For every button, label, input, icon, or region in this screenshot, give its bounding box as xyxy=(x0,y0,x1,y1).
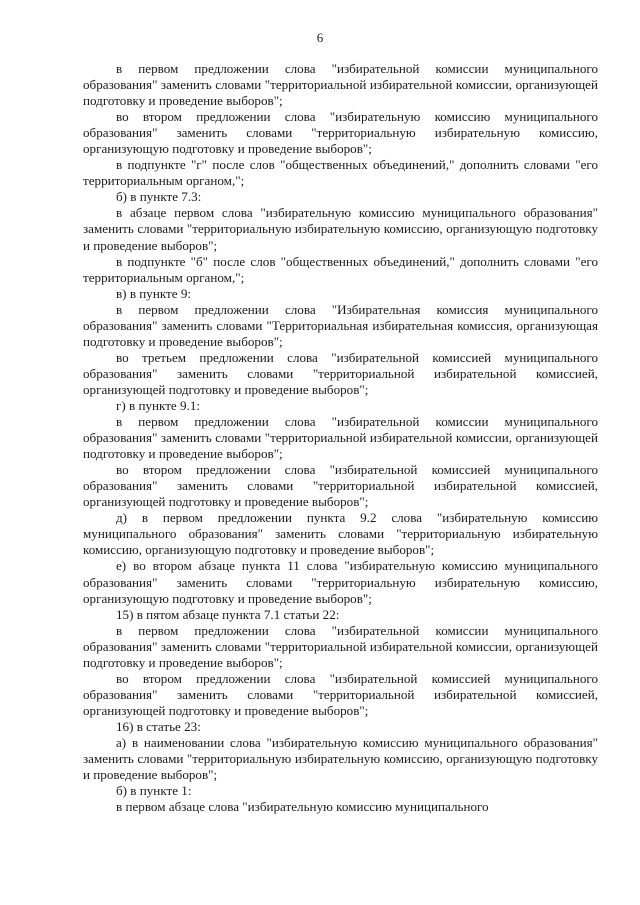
paragraph: в) в пункте 9: xyxy=(116,285,192,301)
paragraph: д) в первом предложении пункта 9.2 слова "избирательную комиссию муниципального образования" заменить словами "территориальную избирательную комиссию, организующую подготовку и проведение выборов"; xyxy=(83,510,598,558)
paragraph: 16) в статье 23: xyxy=(116,718,201,734)
paragraph: г) в пункте 9.1: xyxy=(116,397,201,413)
paragraph: а) в наименовании слова "избирательную комиссию муниципального образования" заменить словами "территориальную избирательную комиссию, организующую подготовку и проведение выборов"; xyxy=(83,734,598,783)
paragraph: в первом предложении слова "избирательной комиссии муниципального образования" заменить словами "территориальной избирательной комиссии, организующей подготовку и проведение выборов"; xyxy=(83,622,598,670)
paragraph: во третьем предложении слова "избирательной комиссией муниципального образования" заменить словами "территориальной избирательной комиссией, организующей подготовку и проведение выборов"; xyxy=(83,349,598,397)
page-number: 6 xyxy=(316,30,324,45)
paragraph: в подпункте "б" после слов "общественных объединений," дополнить словами "его территориальным органом,"; xyxy=(83,253,598,285)
paragraph: в первом предложении слова "избирательной комиссии муниципального образования" заменить словами "территориальной избирательной комиссии, организующей подготовку и проведение выборов"; xyxy=(83,414,598,462)
paragraph: в первом абзаце слова "избирательную комиссию муниципального xyxy=(116,799,489,815)
paragraph: во втором предложении слова "избирательной комиссией муниципального образования" заменить словами "территориальной избирательной комиссией, организующей подготовку и проведение выборов"; xyxy=(83,462,598,510)
paragraph: в первом предложении слова "Избирательная комиссия муниципального образования" заменить словами "Территориальная избирательная комиссия, организующая подготовку и проведение выборов"; xyxy=(83,301,598,349)
paragraph: б) в пункте 7.3: xyxy=(116,189,202,205)
paragraph: в абзаце первом слова "избирательную комиссию муниципального образования" заменить словами "территориальную избирательную комиссию, организующую подготовку и проведение выборов"; xyxy=(83,205,598,253)
paragraph: е) во втором абзаце пункта 11 слова "избирательную комиссию муниципального образования" заменить словами "территориальную избирательную комиссию, организующую подготовку и проведение выборов"; xyxy=(83,558,598,606)
paragraph: во втором предложении слова "избирательной комиссией муниципального образования" заменить словами "территориальной избирательной комиссией, организующей подготовку и проведение выборов"; xyxy=(83,670,598,718)
paragraph: 15) в пятом абзаце пункта 7.1 статьи 22: xyxy=(116,606,340,622)
document-body xyxy=(83,61,598,815)
paragraph: во втором предложении слова "избирательную комиссию муниципального образования" заменить словами "территориальную избирательную комиссию, организующую подготовку и проведение выборов"; xyxy=(83,109,598,157)
paragraph: в первом предложении слова "избирательной комиссии муниципального образования" заменить словами "территориальной избирательной комиссии, организующей подготовку и проведение выборов"; xyxy=(83,61,598,109)
paragraph: б) в пункте 1: xyxy=(116,783,192,799)
paragraph: в подпункте "г" после слов "общественных объединений," дополнить словами "его территориальным органом,"; xyxy=(83,157,598,189)
